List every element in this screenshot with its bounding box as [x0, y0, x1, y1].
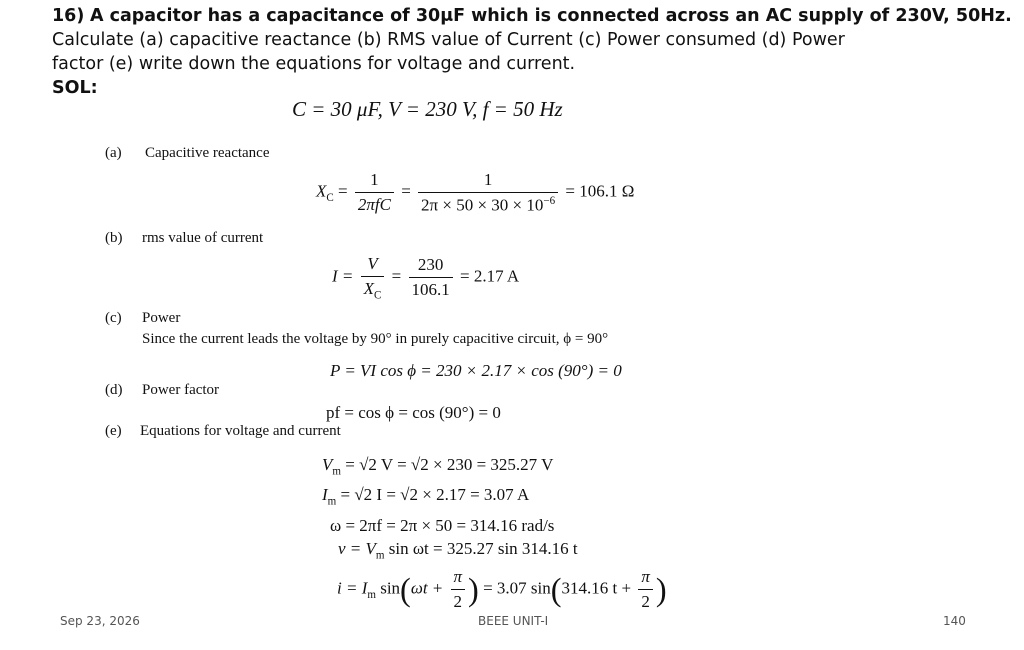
current-instant-equation: $i = I_m$ sin(ωt + $\frac{\pi}{2}$ ) = 3.07 sin(314.16 t + $\frac{\pi}{2}$ ) [337, 567, 667, 611]
part-a-marker: (a) [105, 145, 122, 161]
solution-label: SOL: [52, 78, 98, 98]
fraction-numeric: $\frac{1}{2\pi \times 50 \times 30 \times 10^{-6}}$ [418, 170, 558, 216]
power-factor-equation: pf = cos ϕ = cos (90°) = 0 [326, 403, 501, 422]
current-equation: I = $\frac{V}{X_C}$ = $\frac{230}{106.1}$ = 2.17 A [332, 254, 520, 302]
fraction-230-over-106: $\frac{230}{106.1}$ [409, 255, 453, 300]
part-c-note: Since the current leads the voltage by 90° in purely capacitive circuit, ϕ = 90° [142, 331, 609, 347]
fraction-pi-over-2-a: $\frac{\pi}{2}$ [451, 567, 466, 612]
fraction-pi-over-2-b: $\frac{\pi}{2}$ [638, 567, 653, 612]
power-equation: P = VI cos ϕ = 230 × 2.17 × cos (90°) = 0 [330, 361, 622, 380]
fraction-v-over-xc: $\frac{V}{X_C}$ [361, 254, 385, 301]
footer-date: Sep 23, 2026 [60, 614, 140, 628]
footer-unit: BEEE UNIT-I [478, 614, 549, 628]
given-values: C = 30 μF, V = 230 V, f = 50 Hz [292, 97, 563, 121]
part-d-title: Power factor [142, 382, 220, 398]
question-line-2: Calculate (a) capacitive reactance (b) RMS value of Current (c) Power consumed (d) Power [52, 30, 845, 50]
page-number: 140 [943, 614, 966, 628]
question-text-bold: A capacitor has a capacitance of 30μF which is connected across an AC supply of 230V, 50Hz. [89, 6, 1012, 26]
part-b-title: rms value of current [142, 230, 264, 246]
question-number: 16) [52, 6, 85, 26]
part-d-marker: (d) [105, 382, 123, 398]
im-equation: $I_m = √2$ I = √2 × 2.17 = 3.07 A [322, 485, 530, 508]
part-a-title: Capacitive reactance [145, 145, 270, 161]
part-e-marker: (e) [105, 423, 122, 439]
reactance-equation: $X_C$ = 1 2πfC = $\frac{1}{2\pi \times 50 \times 30 \times 10^{-6}}$ = 106.1 Ω [316, 170, 635, 215]
voltage-equation: $v = V_m$ sin ωt = 325.27 sin 314.16 t [338, 539, 578, 562]
part-b-marker: (b) [105, 230, 123, 246]
vm-equation: $V_m = √2$ V = √2 × 230 = 325.27 V [322, 455, 554, 478]
part-c-title: Power [142, 310, 181, 326]
part-c-marker: (c) [105, 310, 122, 326]
question-line-3: factor (e) write down the equations for voltage and current. [52, 54, 576, 74]
part-e-title: Equations for voltage and current [140, 423, 341, 439]
question-line-1 [52, 4, 1012, 28]
omega-equation: ω = 2πf = 2π × 50 = 314.16 rad/s [330, 516, 555, 535]
fraction-one-over-2pifc: 1 2πfC [355, 170, 394, 215]
